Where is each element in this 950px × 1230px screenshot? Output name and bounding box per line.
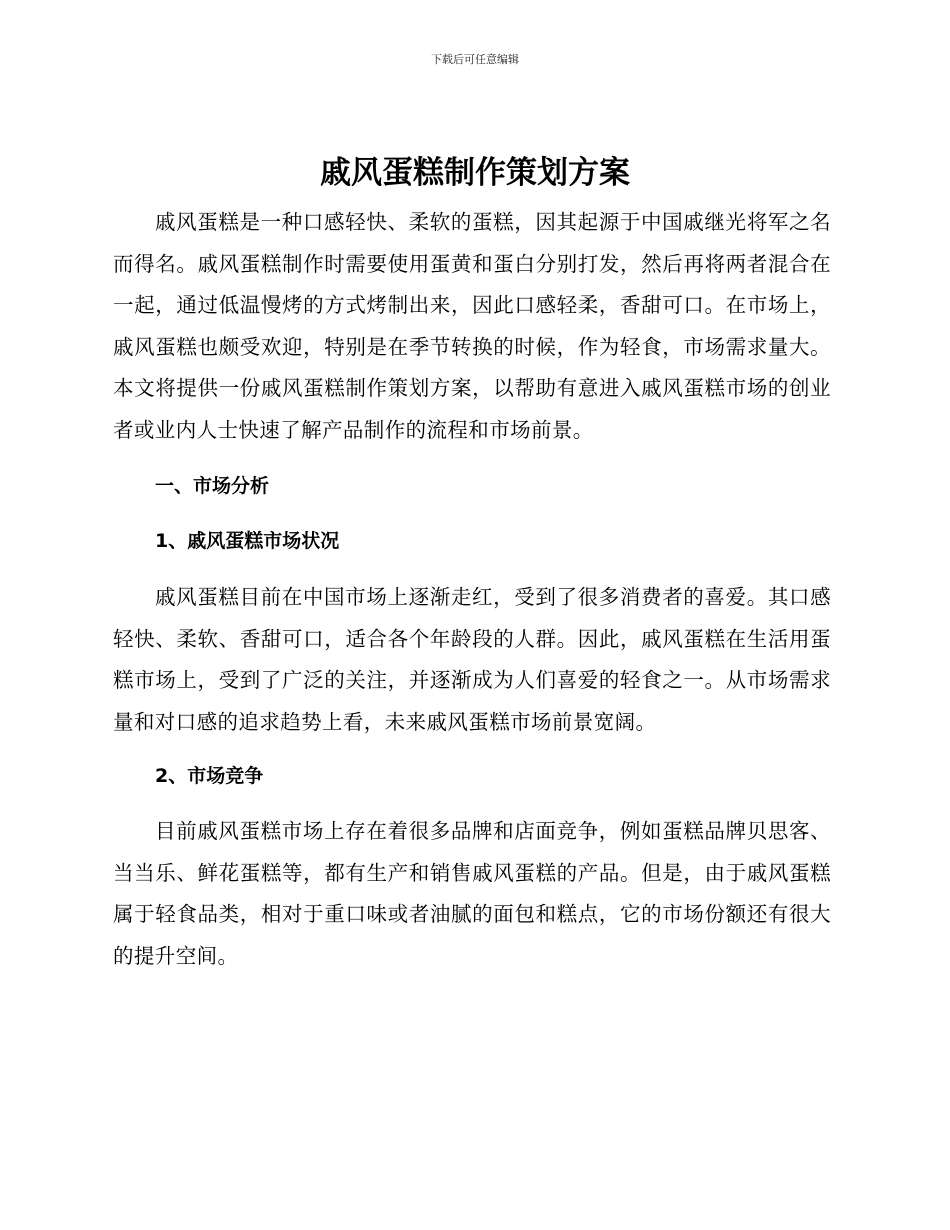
market-status-paragraph: 戚风蛋糕目前在中国市场上逐渐走红，受到了很多消费者的喜爱。其口感轻快、柔软、香甜可口，适合各个年龄段的人群。因此，戚风蛋糕在生活用蛋糕市场上，受到了广泛的关注，并逐渐成为人们喜爱的轻食之一。从市场需求量和对口感的追求趋势上看，未来戚风蛋糕市场前景宽阔。 xyxy=(113,585,831,734)
intro-paragraph: 戚风蛋糕是一种口感轻快、柔软的蛋糕，因其起源于中国戚继光将军之名而得名。戚风蛋糕制作时需要使用蛋黄和蛋白分别打发，然后再将两者混合在一起，通过低温慢烤的方式烤制出来，因此口感轻柔，香甜可口。在市场上，戚风蛋糕也颇受欢迎，特别是在季节转换的时候，作为轻食，市场需求量大。本文将提供一份戚风蛋糕制作策划方案，以帮助有意进入戚风蛋糕市场的创业者或业内人士快速了解产品制作的流程和市场前景。 xyxy=(113,210,831,442)
market-competition-paragraph: 目前戚风蛋糕市场上存在着很多品牌和店面竞争，例如蛋糕品牌贝思客、当当乐、鲜花蛋糕等，都有生产和销售戚风蛋糕的产品。但是，由于戚风蛋糕属于轻食品类，相对于重口味或者油腻的面包和糕点，它的市场份额还有很大的提升空间。 xyxy=(113,819,831,968)
header-note: 下载后可任意编辑 xyxy=(431,53,519,66)
section-heading-market-analysis: 一、市场分析 xyxy=(155,475,270,497)
document-title: 戚风蛋糕制作策划方案 xyxy=(320,155,630,191)
subsection-heading-market-status: 1、戚风蛋糕市场状况 xyxy=(155,530,340,552)
subsection-heading-market-competition: 2、市场竞争 xyxy=(155,765,264,787)
